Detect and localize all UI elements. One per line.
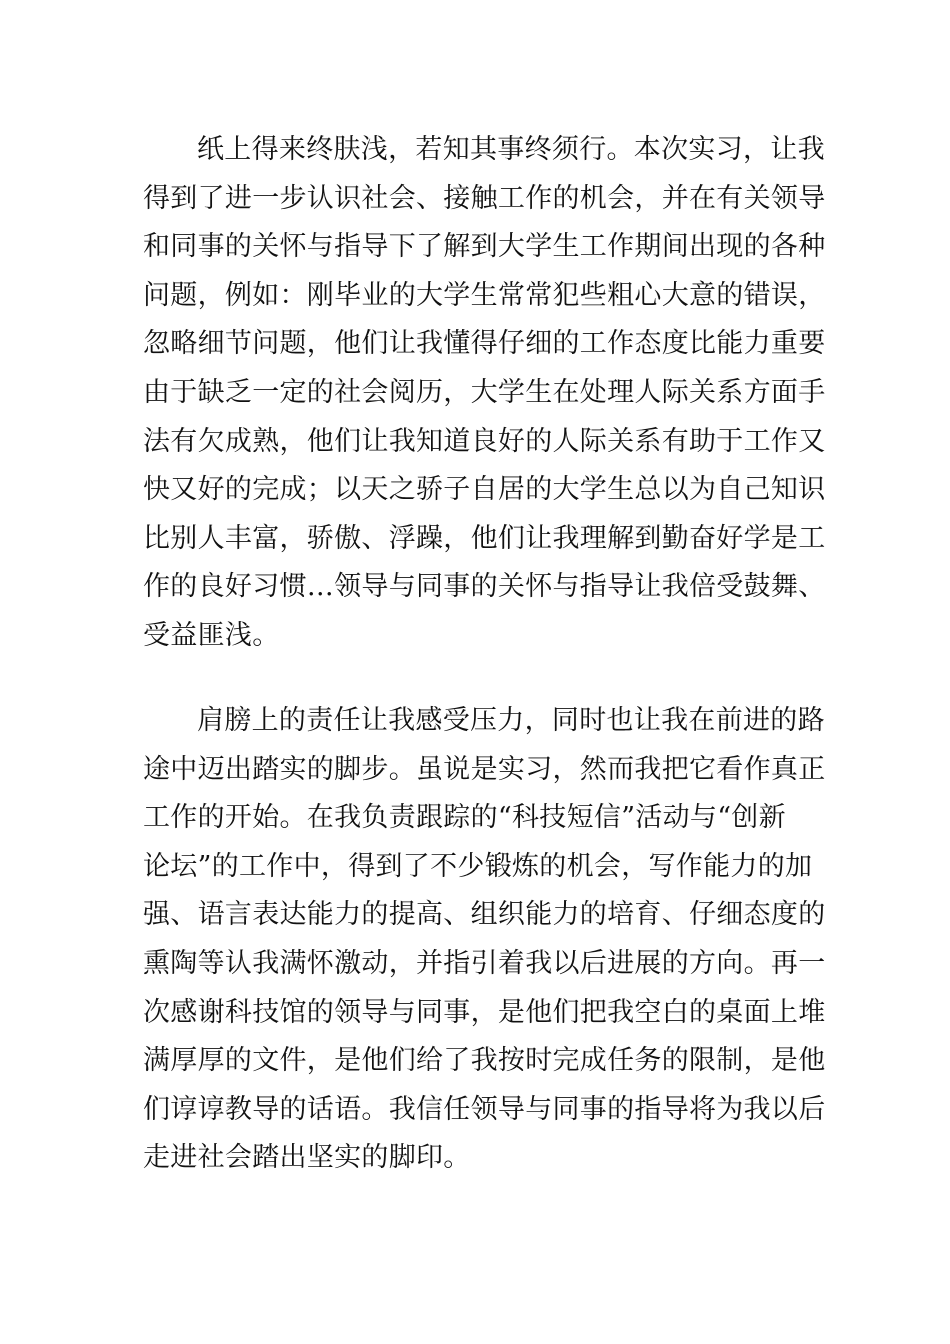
text-line: 由于缺乏一定的社会阅历，大学生在处理人际关系方面手	[143, 376, 826, 408]
text-line: 肩膀上的责任让我感受压力，同时也让我在前进的路	[197, 705, 825, 736]
text-line: 们谆谆教导的话语。我信任领导与同事的指导将为我以后	[143, 1093, 826, 1125]
text-line: 论坛”的工作中，得到了不少锻炼的机会，写作能力的加	[143, 850, 813, 882]
text-line: 问题，例如：刚毕业的大学生常常犯些粗心大意的错误，	[143, 279, 826, 311]
text-line: 走进社会踏出坚实的脚印。	[143, 1142, 471, 1174]
text-line: 法有欠成熟，他们让我知道良好的人际关系有助于工作又	[143, 425, 826, 457]
text-line: 快又好的完成；以天之骄子自居的大学生总以为自己知识	[143, 474, 826, 506]
text-line: 次感谢科技馆的领导与同事，是他们把我空白的桌面上堆	[143, 996, 826, 1028]
text-line: 作的良好习惯…领导与同事的关怀与指导让我倍受鼓舞、	[143, 571, 826, 603]
text-line: 熏陶等认我满怀激动，并指引着我以后进展的方向。再一	[143, 947, 826, 979]
text-line: 比别人丰富，骄傲、浮躁，他们让我理解到勤奋好学是工	[143, 522, 826, 554]
text-line: 纸上得来终肤浅，若知其事终须行。本次实习，让我	[197, 134, 825, 165]
text-line: 得到了进一步认识社会、接触工作的机会，并在有关领导	[143, 182, 826, 214]
text-line: 强、语言表达能力的提高、组织能力的培育、仔细态度的	[143, 899, 826, 931]
text-line: 途中迈出踏实的脚步。虽说是实习，然而我把它看作真正	[143, 753, 826, 785]
text-line: 工作的开始。在我负责跟踪的“科技短信”活动与“创新	[143, 802, 786, 834]
text-line: 满厚厚的文件，是他们给了我按时完成任务的限制，是他	[143, 1045, 826, 1077]
text-line: 忽略细节问题，他们让我懂得仔细的工作态度比能力重要	[143, 328, 826, 360]
text-line: 受益匪浅。	[143, 619, 280, 651]
text-line: 和同事的关怀与指导下了解到大学生工作期间出现的各种	[143, 231, 826, 263]
paragraph-1	[143, 126, 826, 661]
paragraph-2	[143, 697, 826, 1183]
